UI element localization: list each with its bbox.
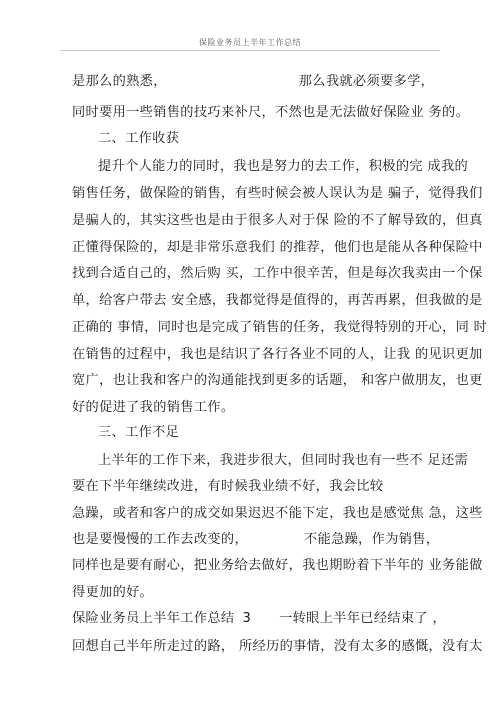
text-line-19: 同样也是要有耐心，把业务给去做好，我也期盼着下半年的 业务能做 (72, 558, 483, 573)
text-line-10: 正确的 事情，同时也是完成了销售的任务，我觉得特别的开心，同 时 (72, 320, 488, 335)
text-line-22: 回想自己半年所走过的路， 所经历的事情，没有太多的感慨，没有太 (72, 639, 483, 654)
text-fragment: 保险业务员上半年工作总结 (72, 611, 235, 626)
text-line-5: 销售任务，做保险的销售，有些时候会被人误认为是 骗子，觉得我们 (72, 186, 483, 201)
text-line-12: 宽广，也让我和客户的沟通能找到更多的话题， 和客户做朋友，也更 (72, 373, 483, 388)
text-line-20: 得更加的好。 (72, 585, 154, 600)
text-fragment: 一转眼上半年已经结束了 ， (279, 611, 447, 626)
text-line-21 (72, 610, 447, 628)
text-fragment: 那么我就必须要多学， (298, 74, 435, 89)
text-line-7: 正懂得保险的，却是非常乐意我们 的推荐，他们也是能从各种保险中 (72, 240, 483, 255)
section-heading: 二、工作收获 (98, 131, 180, 146)
section-heading: 三、工作不足 (98, 425, 180, 440)
text-line-9: 单，给客户带去 安全感，我都觉得是值得的，再苦再累，但我做的是 (72, 293, 483, 308)
text-line-11: 在销售的过程中，我也是结识了各行各业不同的人，让我 的见识更加 (72, 347, 483, 362)
text-fragment: 也是要慢慢的工作去改变的， (72, 532, 248, 547)
text-line-8: 找到合适自己的，然后购 买，工作中很辛苦，但是每次我卖由一个保 (72, 266, 483, 281)
text-line-2: 同时要用一些销售的技巧来补尺，不然也是无法做好保险业 务的。 (72, 105, 470, 120)
text-line-4: 提升个人能力的同时，我也是努力的去工作，积极的完 成我的 (98, 159, 469, 174)
text-line-18 (72, 531, 442, 549)
text-fragment: 是那么的熟悉， (72, 74, 167, 89)
text-line-16: 要在下半年继续改进，有时候我业绩不好，我会比较 (72, 479, 384, 494)
text-fragment: 不能急躁，作为销售， (304, 532, 440, 547)
page-header: 保险业务员上半年工作总结 (199, 38, 301, 47)
text-line-17: 急躁，或者和客户的成交如果迟迟不能下定，我也是感觉焦 急，这些 (72, 506, 483, 521)
text-line-6: 是骗人的，其实这些也是由于很多人对于保 险的不了解导致的，但真 (72, 213, 483, 228)
section-number: 3 (242, 611, 252, 626)
header-divider (60, 50, 440, 51)
text-line-1 (72, 73, 442, 91)
text-line-15: 上半年的工作下来，我进步很大，但同时我也有一些不 足还需 (98, 453, 469, 468)
text-line-13: 好的促进了我的销售工作。 (72, 400, 235, 415)
